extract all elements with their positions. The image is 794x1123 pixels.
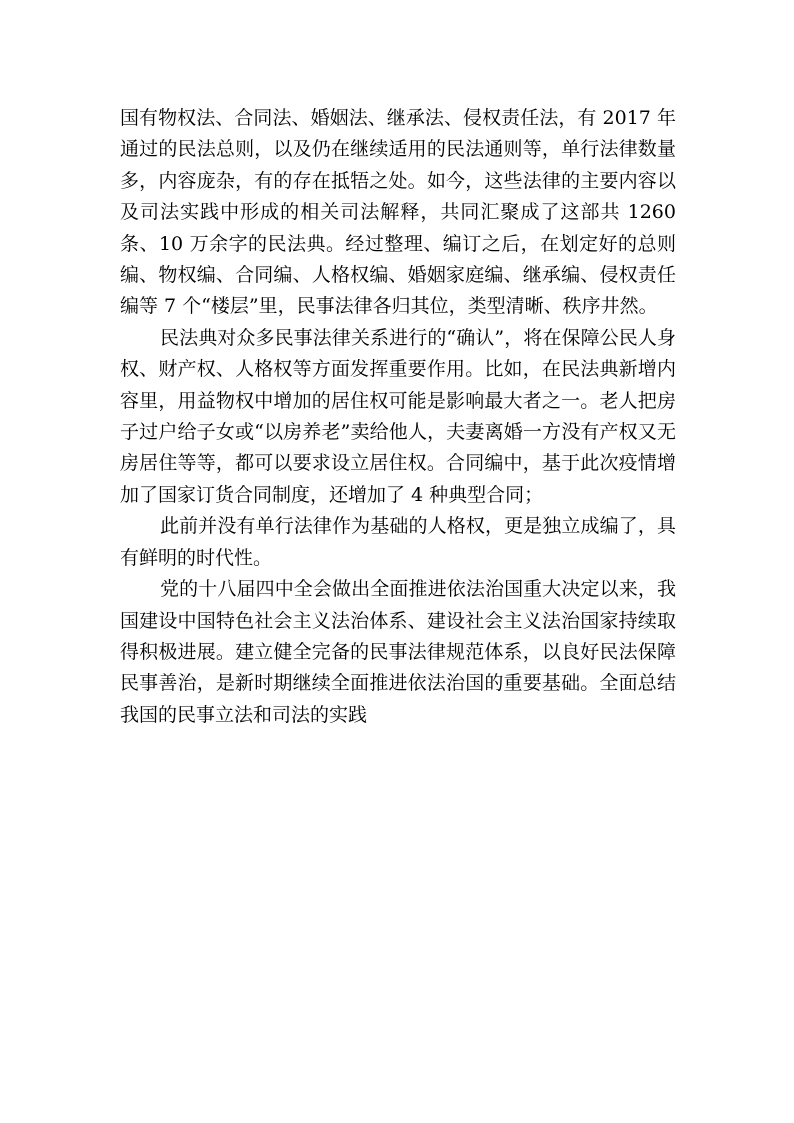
paragraph-2: 民法典对众多民事法律关系进行的“确认”，将在保障公民人身权、财产权、人格权等方面发挥重要作用。比如，在民法典新增内容里，用益物权中增加的居住权可能是影响最大者之一。老人把房子过户给子女或“以房养老”卖给他人，夫妻离婚一方没有产权又无房居住等等，都可以要求设立居住权。合同编中，基于此次疫情增加了国家订货合同制度，还增加了 4 种典型合同； [120, 326, 676, 506]
paragraph-1: 国有物权法、合同法、婚姻法、继承法、侵权责任法，有 2017 年通过的民法总则，以及仍在继续适用的民法通则等，单行法律数量多，内容庞杂，有的存在抵牾之处。如今，这些法律的主要内容以及司法实践中形成的相关司法解释，共同汇聚成了这部共 1260 条、10 万余字的民法典。经过整理、编订之后，在划定好的总则编、物权编、合同编、人格权编、婚姻家庭编、继承编、侵权责任编等 7 个“楼层”里，民事法律各归其位，类型清晰、秩序井然。 [120, 107, 676, 318]
paragraph-4: 党的十八届四中全会做出全面推进依法治国重大决定以来，我国建设中国特色社会主义法治体系、建设社会主义法治国家持续取得积极进展。建立健全完备的民事法律规范体系，以良好民法保障民事善治，是新时期继续全面推进依法治国的重要基础。全面总结我国的民事立法和司法的实践 [120, 578, 676, 726]
document-body [120, 103, 676, 731]
paragraph-3: 此前并没有单行法律作为基础的人格权，更是独立成编了，具有鲜明的时代性。 [120, 515, 676, 569]
